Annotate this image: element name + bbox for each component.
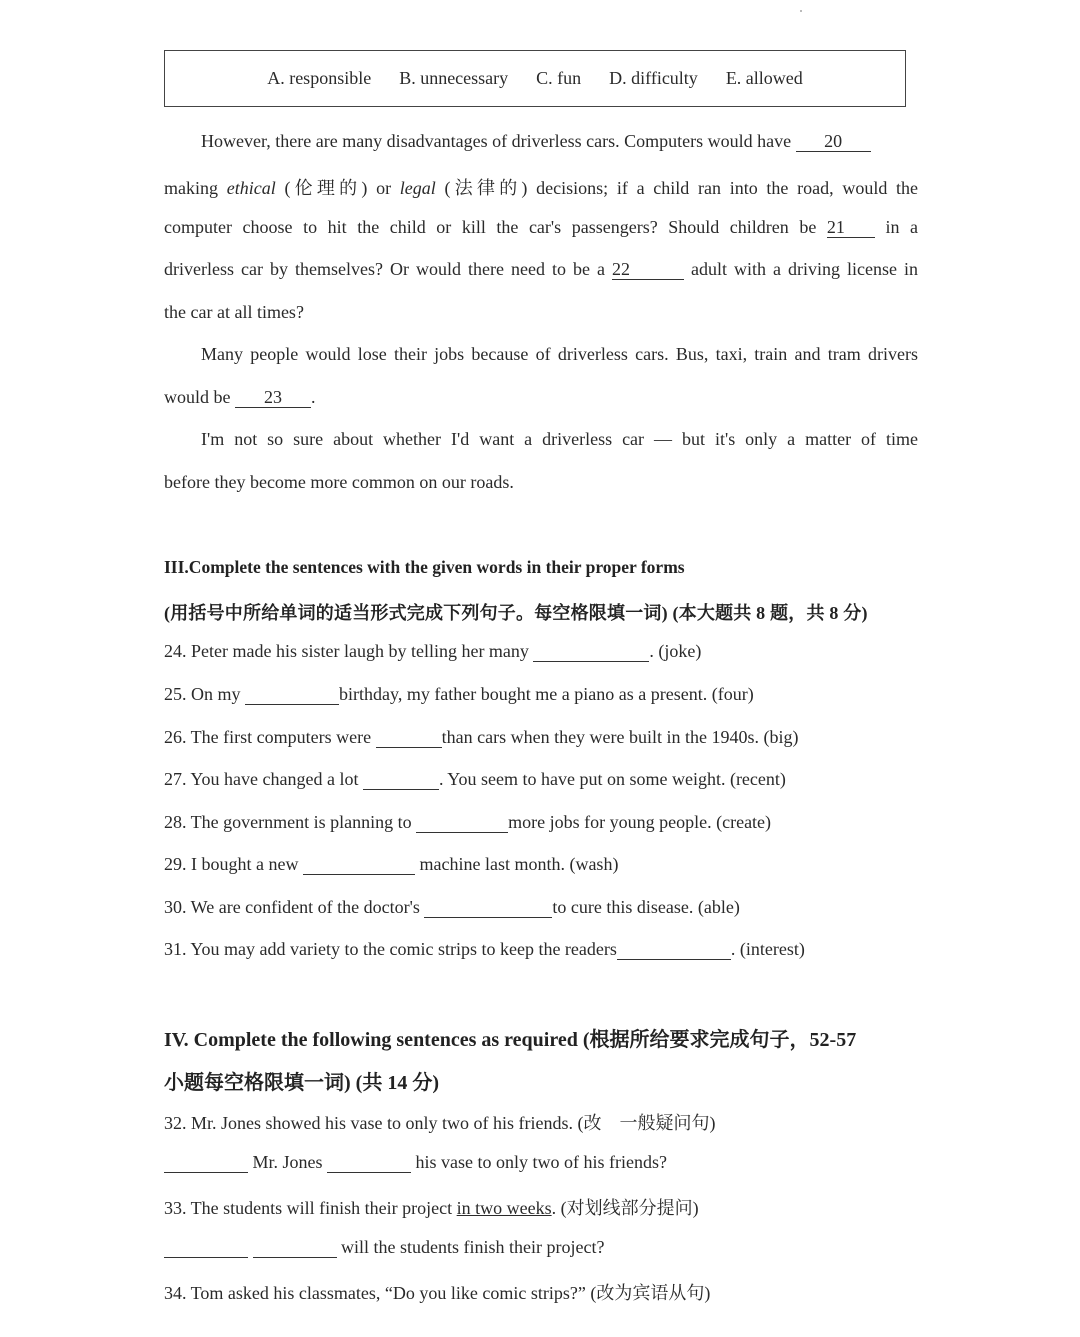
- item-text: his vase to only two of his friends?: [415, 1152, 667, 1172]
- item-hint: . (对划线部分提问): [551, 1198, 699, 1218]
- item-text: 28. The government is planning to: [164, 812, 412, 832]
- word-options-box: [164, 50, 906, 107]
- item-hint: machine last month. (wash): [419, 854, 619, 874]
- passage-text: but it's only a matter of time: [681, 429, 918, 449]
- answer-blank[interactable]: [164, 1153, 248, 1173]
- passage-line: [201, 131, 918, 152]
- answer-blank[interactable]: [363, 770, 439, 790]
- passage-text: decisions; if a child ran into the road, would the: [536, 178, 919, 198]
- item-text: will the students finish their project?: [341, 1237, 605, 1257]
- passage-line: Many people would lose their jobs because of driverless cars. Bus, taxi, train and tram drivers: [201, 344, 918, 364]
- passage-line: [164, 387, 918, 408]
- blank-20: 20: [796, 132, 871, 152]
- blank-23: 23: [235, 388, 311, 408]
- passage-text: I'm not so sure about whether I'd want a driverless car: [201, 429, 645, 449]
- item-hint: . (joke): [649, 641, 702, 661]
- option-e: E. allowed: [725, 68, 803, 88]
- exercise-item-28: [164, 812, 918, 833]
- term-legal: legal: [399, 178, 436, 198]
- answer-blank[interactable]: [327, 1153, 411, 1173]
- item-hint: more jobs for young people. (create): [508, 812, 772, 832]
- option-a: A. responsible: [267, 68, 372, 88]
- option-b: B. unnecessary: [399, 68, 509, 88]
- item-hint: to cure this disease. (able): [552, 897, 740, 917]
- item-text: 30. We are confident of the doctor's: [164, 897, 420, 917]
- exercise-item-29: [164, 854, 918, 875]
- item-hint: than cars when they were built in the 1940s. (big): [441, 727, 799, 747]
- blank-21: 21: [827, 218, 875, 238]
- em-dash: —: [654, 429, 673, 449]
- item-hint: . (interest): [730, 939, 805, 959]
- answer-line-32: [164, 1152, 918, 1173]
- passage-text: would be: [164, 387, 231, 407]
- passage-line: [201, 429, 918, 450]
- exercise-item-25: [164, 684, 918, 705]
- exercise-item-30: [164, 897, 918, 918]
- section-3-subtitle: (用括号中所给单词的适当形式完成下列句子。每空格限填一词) (本大题共 8 题，共 8 分): [164, 603, 868, 623]
- item-hint: birthday, my father bought me a piano as a present. (four): [339, 684, 754, 704]
- answer-blank[interactable]: [376, 728, 442, 748]
- item-hint: . You seem to have put on some weight. (recent): [438, 769, 786, 789]
- item-text: 29. I bought a new: [164, 854, 299, 874]
- item-text: 31. You may add variety to the comic strips to keep the readers: [164, 939, 617, 959]
- item-text: 24. Peter made his sister laugh by telling her many: [164, 641, 529, 661]
- passage-text: in a: [885, 217, 918, 237]
- answer-blank[interactable]: [303, 855, 415, 875]
- passage-line: before they become more common on our roads.: [164, 472, 514, 492]
- section-3-title: III.Complete the sentences with the given words in their proper forms: [164, 557, 685, 577]
- exercise-item-34: 34. Tom asked his classmates, “Do you like comic strips?” (改为宾语从句): [164, 1283, 711, 1303]
- exercise-item-33: [164, 1194, 918, 1220]
- exercise-item-32: 32. Mr. Jones showed his vase to only two of his friends. (改 一般疑问句): [164, 1113, 716, 1133]
- exercise-item-24: [164, 641, 918, 662]
- scan-speck: [800, 10, 802, 12]
- passage-text: adult with a driving license in: [691, 259, 919, 279]
- item-text: 25. On my: [164, 684, 241, 704]
- blank-22: 22: [612, 260, 684, 280]
- option-c: C. fun: [536, 68, 582, 88]
- item-text: 33. The students will finish their project: [164, 1198, 453, 1218]
- answer-blank[interactable]: [424, 898, 552, 918]
- answer-blank[interactable]: [164, 1238, 248, 1258]
- answer-blank[interactable]: [245, 685, 339, 705]
- passage-text: computer choose to hit the child or kill the car's passengers? Should children be: [164, 217, 817, 237]
- passage-text: making: [164, 178, 218, 198]
- item-text: 27. You have changed a lot: [164, 769, 359, 789]
- exercise-item-31: [164, 939, 918, 960]
- term-legal-gloss: (法律的): [444, 178, 528, 198]
- answer-blank[interactable]: [533, 642, 649, 662]
- passage-text: .: [311, 387, 316, 407]
- passage-line: [164, 217, 918, 238]
- term-ethical-gloss: (伦理的): [284, 178, 368, 198]
- exercise-item-27: [164, 769, 918, 790]
- passage-text: driverless car by themselves? Or would there need to be a: [164, 259, 605, 279]
- item-text: Mr. Jones: [252, 1152, 323, 1172]
- section-4-title: IV. Complete the following sentences as required (根据所给要求完成句子，52-57: [164, 1029, 857, 1051]
- term-ethical: ethical: [226, 178, 276, 198]
- answer-blank[interactable]: [253, 1238, 337, 1258]
- answer-line-33: [164, 1237, 918, 1258]
- passage-line: [164, 259, 918, 280]
- passage-line: [164, 174, 918, 200]
- answer-blank[interactable]: [416, 813, 508, 833]
- passage-text: However, there are many disadvantages of driverless cars. Computers would have: [201, 131, 792, 151]
- answer-blank[interactable]: [617, 940, 731, 960]
- passage-line: the car at all times?: [164, 302, 304, 322]
- underlined-phrase: in two weeks: [456, 1198, 552, 1218]
- option-d: D. difficulty: [609, 68, 698, 88]
- item-text: 26. The first computers were: [164, 727, 372, 747]
- section-4-title-cont: 小题每空格限填一词) (共 14 分): [164, 1072, 439, 1094]
- exercise-item-26: [164, 727, 918, 748]
- passage-text: or: [376, 178, 392, 198]
